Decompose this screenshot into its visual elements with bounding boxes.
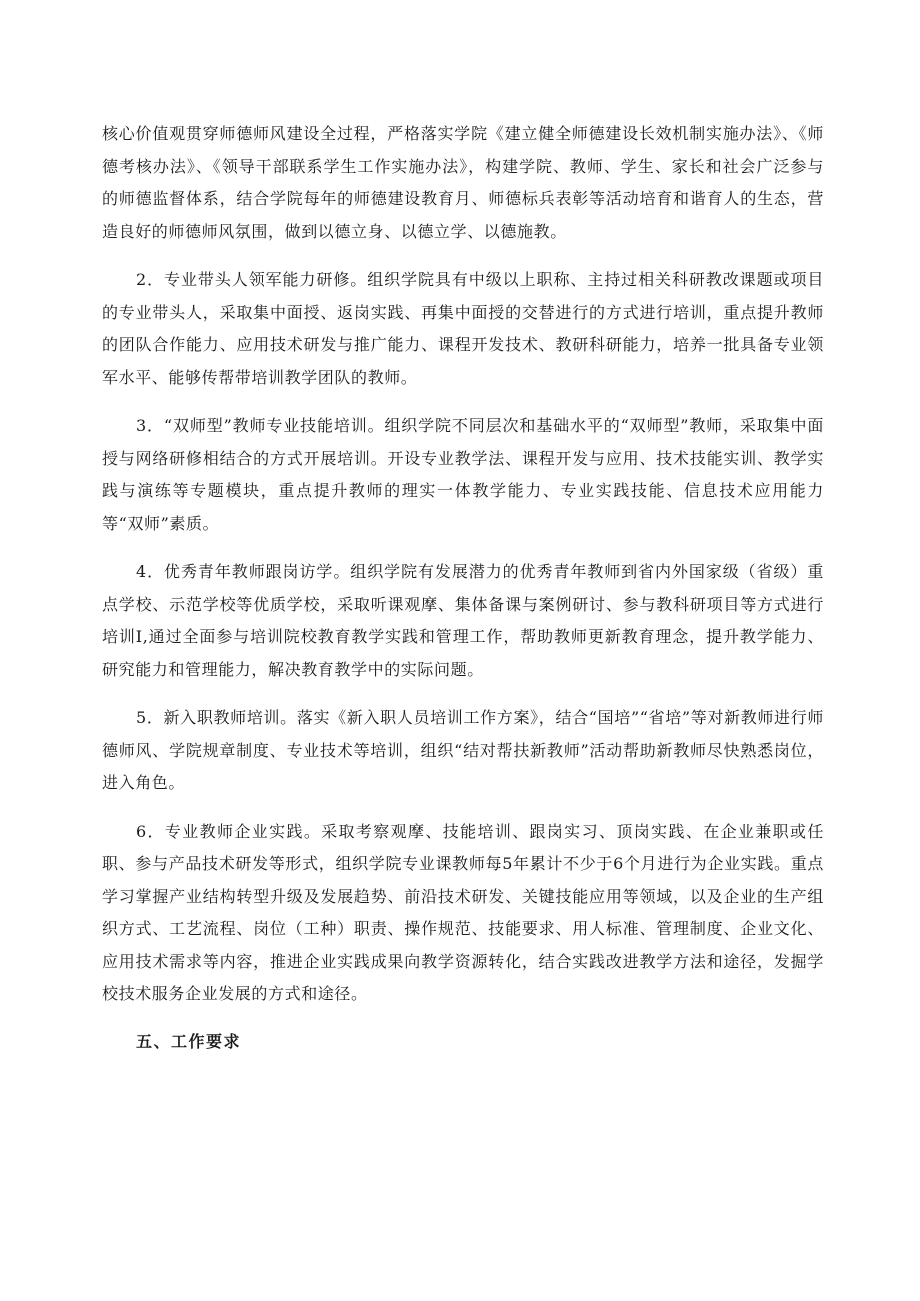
paragraph-item-2: 2．专业带头人领军能力研修。组织学院具有中级以上职称、主持过相关科研教改课题或项目的专业带头人，采取集中面授、返岗实践、再集中面授的交替进行的方式进行培训，重点提升教师的团队合作能力、应用技术研发与推广能力、课程开发技术、教研科研能力，培养一批具备专业领军水平、能够传帮带培训教学团队的教师。 bbox=[102, 270, 824, 387]
paragraph-continuation: 核心价值观贯穿师德师风建设全过程，严格落实学院《建立健全师德建设长效机制实施办法》、《师德考核办法》、《领导干部联系学生工作实施办法》，构建学院、教师、学生、家长和社会广泛参与的师德监督体系，结合学院每年的师德建设教育月、师德标兵表彰等活动培育和谐育人的生态，营造良好的师德师风氛围，做到以德立身、以德立学、以德施教。 bbox=[102, 124, 824, 241]
paragraph-item-3: 3．“双师型”教师专业技能培训。组织学院不同层次和基础水平的“双师型”教师，采取集中面授与网络研修相结合的方式开展培训。开设专业教学法、课程开发与应用、技术技能实训、教学实践与演练等专题模块，重点提升教师的理实一体教学能力、专业实践技能、信息技术应用能力等“双师”素质。 bbox=[102, 416, 824, 533]
paragraph-item-6: 6．专业教师企业实践。采取考察观摩、技能培训、跟岗实习、顶岗实践、在企业兼职或任职、参与产品技术研发等形式，组织学院专业课教师每5年累计不少于6个月进行为企业实践。重点学习掌握产业结构转型升级及发展趋势、前沿技术研发、关键技能应用等领域，以及企业的生产组织方式、工艺流程、岗位（工种）职责、操作规范、技能要求、用人标准、管理制度、企业文化、应用技术需求等内容，推进企业实践成果向教学资源转化，结合实践改进教学方法和途径，发掘学校技术服务企业发展的方式和途径。 bbox=[102, 821, 824, 1003]
paragraph-item-4: 4．优秀青年教师跟岗访学。组织学院有发展潜力的优秀青年教师到省内外国家级（省级）重点学校、示范学校等优质学校，采取听课观摩、集体备课与案例研讨、参与教科研项目等方式进行培训I,通过全面参与培训院校教育教学实践和管理工作，帮助教师更新教育理念，提升教学能力、研究能力和管理能力，解决教育教学中的实际问题。 bbox=[102, 562, 824, 679]
paragraph-item-5: 5．新入职教师培训。落实《新入职人员培训工作方案》，结合“国培”“省培”等对新教师进行师德师风、学院规章制度、专业技术等培训，组织“结对帮扶新教师”活动帮助新教师尽快熟悉岗位，进入角色。 bbox=[102, 708, 824, 792]
section-heading: 五、工作要求 bbox=[136, 1031, 242, 1051]
document-page bbox=[102, 118, 824, 1057]
